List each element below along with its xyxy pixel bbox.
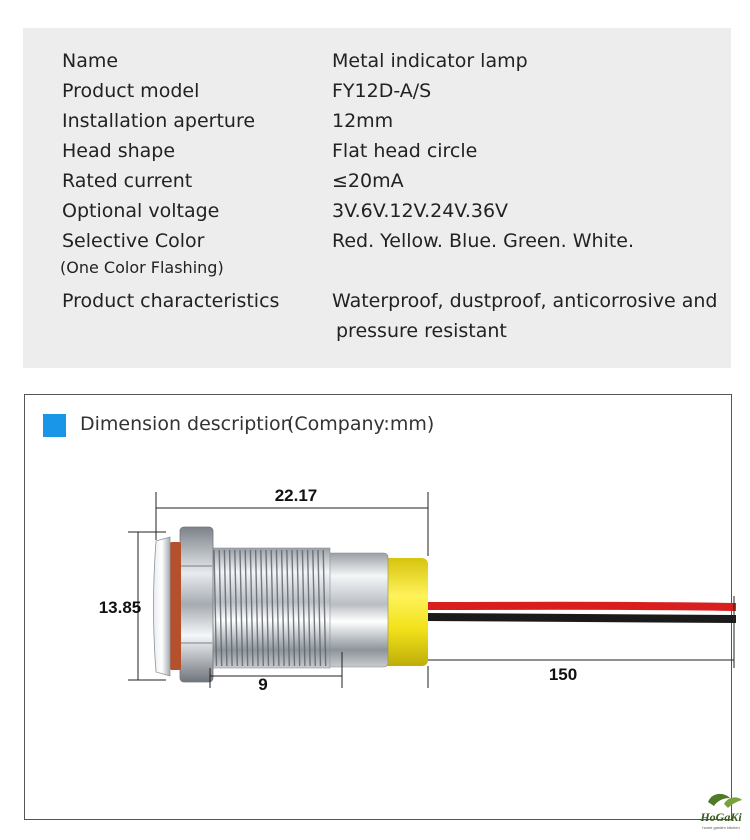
spec-value: Waterproof, dustproof, anticorrosive and: [332, 290, 718, 312]
spec-value: Flat head circle: [332, 140, 478, 162]
dim-wire-label: 150: [548, 665, 578, 684]
spec-value: 12mm: [332, 110, 394, 132]
spec-value: 3V.6V.12V.24V.36V: [332, 200, 509, 222]
spec-label: Optional voltage: [62, 200, 220, 222]
spec-label: Product model: [62, 80, 200, 102]
yellow-cap: [382, 558, 428, 666]
spec-value: FY12D-A/S: [332, 80, 432, 102]
spec-label: Head shape: [62, 140, 176, 162]
spec-label: Installation aperture: [62, 110, 256, 132]
svg-text:HoGaKi: HoGaKi: [700, 810, 742, 824]
spec-label: Name: [62, 50, 119, 72]
spec-label: Rated current: [62, 170, 193, 192]
dimension-unit: (Company:mm): [287, 413, 435, 435]
flat-head: [154, 537, 171, 676]
rear-body: [326, 553, 388, 667]
spec-value: Red. Yellow. Blue. Green. White.: [332, 230, 635, 252]
red-washer: [170, 542, 181, 670]
black-wire: [425, 617, 736, 619]
svg-text:home garden kitchen: home garden kitchen: [702, 825, 740, 830]
hogaki-logo: [694, 790, 748, 834]
spec-value: pressure resistant: [336, 320, 507, 342]
dimension-title: Dimension description: [80, 413, 293, 435]
spec-value: Metal indicator lamp: [332, 50, 528, 72]
red-wire: [425, 606, 736, 607]
spec-label: Product characteristics: [62, 290, 280, 312]
dim-diameter-label: 13.85: [98, 598, 142, 617]
dim-thread-label: 9: [258, 675, 268, 694]
dim-length-label: 22.17: [274, 486, 318, 505]
spec-value: ≤20mA: [332, 170, 404, 192]
hex-nut: [180, 527, 213, 682]
spec-sublabel: (One Color Flashing): [60, 258, 224, 277]
spec-label: Selective Color: [62, 230, 205, 252]
